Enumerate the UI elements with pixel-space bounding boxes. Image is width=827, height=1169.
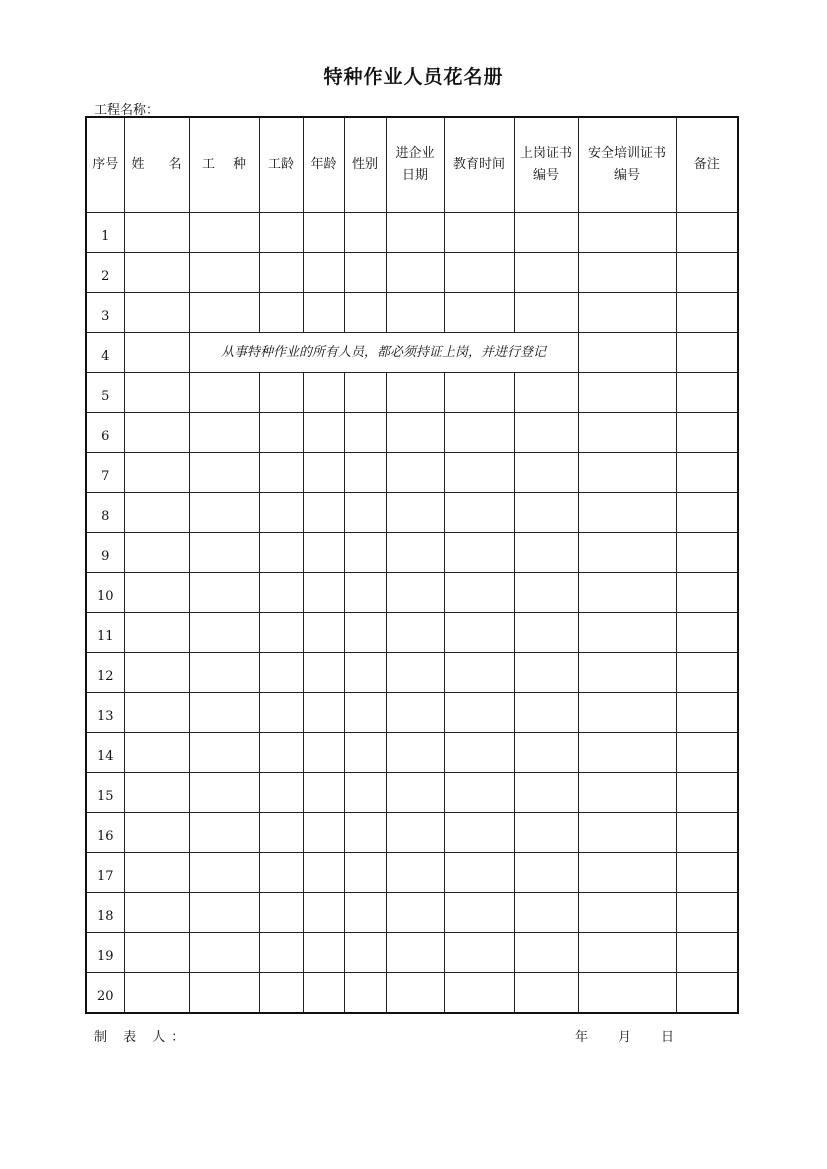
cell-remarks[interactable] (676, 333, 738, 373)
preparer-label: 制 表 人： (94, 1030, 191, 1045)
cell-entry-date[interactable] (386, 573, 444, 613)
cell-safety-cert[interactable] (578, 973, 676, 1014)
table-row (86, 573, 738, 613)
header-row (86, 117, 738, 213)
cell-name[interactable] (124, 813, 189, 853)
cell-remarks[interactable] (676, 653, 738, 693)
cell-post-cert[interactable] (514, 813, 578, 853)
header-remarks: 备注 (676, 117, 738, 213)
cell-trade[interactable] (189, 773, 259, 813)
cell-seniority[interactable] (259, 853, 303, 893)
cell-seniority[interactable] (259, 253, 303, 293)
header-age: 年龄 (303, 117, 344, 213)
registration-note: 从事特种作业的所有人员，都必须持证上岗，并进行登记 (189, 333, 578, 373)
cell-remarks[interactable] (676, 933, 738, 973)
cell-safety-cert[interactable] (578, 413, 676, 453)
cell-remarks[interactable] (676, 413, 738, 453)
cell-safety-cert[interactable] (578, 813, 676, 853)
row-number: 19 (86, 933, 124, 973)
roster-table (85, 116, 739, 1014)
cell-remarks[interactable] (676, 613, 738, 653)
table-row (86, 213, 738, 253)
date-line (575, 1026, 674, 1045)
cell-education-time[interactable] (444, 493, 514, 533)
cell-seniority[interactable] (259, 933, 303, 973)
cell-trade[interactable] (189, 613, 259, 653)
cell-gender[interactable] (344, 533, 386, 573)
cell-seniority[interactable] (259, 733, 303, 773)
cell-post-cert[interactable] (514, 573, 578, 613)
cell-gender[interactable] (344, 893, 386, 933)
header-entry-date (386, 117, 444, 213)
header-name-char-2: 名 (168, 157, 182, 172)
cell-trade[interactable] (189, 493, 259, 533)
row-number: 11 (86, 613, 124, 653)
cell-safety-cert[interactable] (578, 733, 676, 773)
cell-age[interactable] (303, 733, 344, 773)
row-number: 9 (86, 533, 124, 573)
cell-post-cert[interactable] (514, 853, 578, 893)
cell-remarks[interactable] (676, 893, 738, 933)
cell-remarks[interactable] (676, 573, 738, 613)
cell-age[interactable] (303, 373, 344, 413)
cell-name[interactable] (124, 733, 189, 773)
cell-age[interactable] (303, 213, 344, 253)
cell-entry-date[interactable] (386, 293, 444, 333)
project-name-label: 工程名称： (94, 103, 160, 118)
cell-education-time[interactable] (444, 693, 514, 733)
cell-trade[interactable] (189, 813, 259, 853)
table-row (86, 373, 738, 413)
cell-entry-date[interactable] (386, 933, 444, 973)
date-month: 月 (618, 1030, 632, 1045)
cell-entry-date[interactable] (386, 613, 444, 653)
cell-age[interactable] (303, 933, 344, 973)
cell-seniority[interactable] (259, 413, 303, 453)
cell-safety-cert[interactable] (578, 853, 676, 893)
cell-entry-date[interactable] (386, 973, 444, 1014)
cell-remarks[interactable] (676, 733, 738, 773)
cell-gender[interactable] (344, 413, 386, 453)
cell-age[interactable] (303, 773, 344, 813)
cell-safety-cert[interactable] (578, 493, 676, 533)
cell-education-time[interactable] (444, 733, 514, 773)
cell-post-cert[interactable] (514, 653, 578, 693)
header-education-time: 教育时间 (444, 117, 514, 213)
cell-entry-date[interactable] (386, 253, 444, 293)
header-seniority: 工龄 (259, 117, 303, 213)
cell-seniority[interactable] (259, 533, 303, 573)
cell-age[interactable] (303, 813, 344, 853)
cell-education-time[interactable] (444, 853, 514, 893)
cell-entry-date[interactable] (386, 693, 444, 733)
cell-post-cert[interactable] (514, 293, 578, 333)
cell-name[interactable] (124, 693, 189, 733)
cell-entry-date[interactable] (386, 893, 444, 933)
row-number: 3 (86, 293, 124, 333)
row-number: 10 (86, 573, 124, 613)
table-row (86, 693, 738, 733)
cell-trade[interactable] (189, 933, 259, 973)
cell-education-time[interactable] (444, 413, 514, 453)
header-entry-date-line-2: 日期 (401, 168, 428, 183)
cell-remarks[interactable] (676, 213, 738, 253)
cell-education-time[interactable] (444, 253, 514, 293)
cell-seniority[interactable] (259, 373, 303, 413)
cell-seniority[interactable] (259, 653, 303, 693)
cell-safety-cert[interactable] (578, 533, 676, 573)
cell-seniority[interactable] (259, 773, 303, 813)
cell-post-cert[interactable] (514, 733, 578, 773)
table-row (86, 773, 738, 813)
cell-gender[interactable] (344, 853, 386, 893)
cell-name[interactable] (124, 773, 189, 813)
cell-seniority[interactable] (259, 973, 303, 1014)
cell-safety-cert[interactable] (578, 773, 676, 813)
cell-education-time[interactable] (444, 973, 514, 1014)
cell-age[interactable] (303, 293, 344, 333)
cell-safety-cert[interactable] (578, 453, 676, 493)
cell-name[interactable] (124, 893, 189, 933)
row-number: 13 (86, 693, 124, 733)
table-row (86, 253, 738, 293)
header-post-cert-line-1: 上岗证书 (519, 146, 572, 161)
cell-gender[interactable] (344, 813, 386, 853)
cell-remarks[interactable] (676, 533, 738, 573)
row-number: 14 (86, 733, 124, 773)
cell-safety-cert[interactable] (578, 693, 676, 733)
cell-entry-date[interactable] (386, 453, 444, 493)
table-row (86, 973, 738, 1014)
cell-age[interactable] (303, 893, 344, 933)
cell-age[interactable] (303, 853, 344, 893)
cell-gender[interactable] (344, 573, 386, 613)
header-gender: 性别 (344, 117, 386, 213)
cell-remarks[interactable] (676, 293, 738, 333)
cell-gender[interactable] (344, 933, 386, 973)
cell-entry-date[interactable] (386, 213, 444, 253)
cell-safety-cert[interactable] (578, 893, 676, 933)
table-row (86, 853, 738, 893)
page-title: 特种作业人员花名册 (323, 66, 504, 88)
cell-name[interactable] (124, 373, 189, 413)
cell-trade[interactable] (189, 293, 259, 333)
row-number: 20 (86, 973, 124, 1014)
cell-safety-cert[interactable] (578, 333, 676, 373)
header-entry-date-line-1: 进企业 (395, 146, 435, 161)
cell-entry-date[interactable] (386, 853, 444, 893)
cell-post-cert[interactable] (514, 973, 578, 1014)
date-day: 日 (661, 1030, 675, 1045)
cell-name[interactable] (124, 933, 189, 973)
row-number: 1 (86, 213, 124, 253)
cell-age[interactable] (303, 693, 344, 733)
cell-education-time[interactable] (444, 213, 514, 253)
cell-seniority[interactable] (259, 893, 303, 933)
cell-gender[interactable] (344, 693, 386, 733)
cell-safety-cert[interactable] (578, 613, 676, 653)
cell-post-cert[interactable] (514, 373, 578, 413)
header-name (124, 117, 189, 213)
cell-trade[interactable] (189, 533, 259, 573)
cell-entry-date[interactable] (386, 773, 444, 813)
cell-name[interactable] (124, 613, 189, 653)
table-row (86, 613, 738, 653)
cell-remarks[interactable] (676, 453, 738, 493)
cell-safety-cert[interactable] (578, 573, 676, 613)
header-post-cert (514, 117, 578, 213)
cell-name[interactable] (124, 573, 189, 613)
cell-remarks[interactable] (676, 813, 738, 853)
table-row (86, 653, 738, 693)
cell-age[interactable] (303, 453, 344, 493)
cell-seniority[interactable] (259, 493, 303, 533)
cell-gender[interactable] (344, 653, 386, 693)
cell-trade[interactable] (189, 413, 259, 453)
cell-safety-cert[interactable] (578, 933, 676, 973)
cell-age[interactable] (303, 413, 344, 453)
cell-gender[interactable] (344, 453, 386, 493)
cell-name[interactable] (124, 253, 189, 293)
header-safety-cert (578, 117, 676, 213)
cell-gender[interactable] (344, 733, 386, 773)
cell-age[interactable] (303, 533, 344, 573)
header-safety-cert-line-2: 编号 (613, 168, 640, 183)
cell-gender[interactable] (344, 493, 386, 533)
row-number: 5 (86, 373, 124, 413)
row-number: 2 (86, 253, 124, 293)
cell-age[interactable] (303, 573, 344, 613)
cell-education-time[interactable] (444, 613, 514, 653)
cell-age[interactable] (303, 653, 344, 693)
header-post-cert-line-2: 编号 (532, 168, 559, 183)
cell-trade[interactable] (189, 853, 259, 893)
cell-post-cert[interactable] (514, 253, 578, 293)
cell-education-time[interactable] (444, 293, 514, 333)
cell-education-time[interactable] (444, 533, 514, 573)
cell-education-time[interactable] (444, 893, 514, 933)
table-row (86, 813, 738, 853)
cell-trade[interactable] (189, 453, 259, 493)
cell-trade[interactable] (189, 573, 259, 613)
roster-body (86, 213, 738, 1014)
table-row (86, 533, 738, 573)
cell-trade[interactable] (189, 733, 259, 773)
row-number: 8 (86, 493, 124, 533)
cell-post-cert[interactable] (514, 213, 578, 253)
cell-remarks[interactable] (676, 853, 738, 893)
cell-seniority[interactable] (259, 573, 303, 613)
cell-name[interactable] (124, 213, 189, 253)
cell-entry-date[interactable] (386, 493, 444, 533)
header-safety-cert-line-1: 安全培训证书 (587, 146, 666, 161)
cell-entry-date[interactable] (386, 653, 444, 693)
cell-education-time[interactable] (444, 373, 514, 413)
cell-entry-date[interactable] (386, 413, 444, 453)
cell-safety-cert[interactable] (578, 253, 676, 293)
header-trade-char-2: 种 (233, 157, 247, 172)
cell-name[interactable] (124, 493, 189, 533)
cell-post-cert[interactable] (514, 493, 578, 533)
header-trade (189, 117, 259, 213)
cell-post-cert[interactable] (514, 453, 578, 493)
cell-gender[interactable] (344, 293, 386, 333)
cell-name[interactable] (124, 853, 189, 893)
table-row (86, 493, 738, 533)
header-trade-char-1: 工 (201, 157, 215, 172)
table-row (86, 333, 738, 373)
row-number: 7 (86, 453, 124, 493)
cell-name[interactable] (124, 293, 189, 333)
row-number: 16 (86, 813, 124, 853)
cell-post-cert[interactable] (514, 413, 578, 453)
table-row (86, 733, 738, 773)
cell-post-cert[interactable] (514, 893, 578, 933)
cell-remarks[interactable] (676, 253, 738, 293)
cell-education-time[interactable] (444, 773, 514, 813)
cell-gender[interactable] (344, 253, 386, 293)
cell-seniority[interactable] (259, 613, 303, 653)
cell-name[interactable] (124, 413, 189, 453)
cell-name[interactable] (124, 453, 189, 493)
cell-name[interactable] (124, 653, 189, 693)
table-row (86, 453, 738, 493)
cell-trade[interactable] (189, 693, 259, 733)
table-row (86, 413, 738, 453)
cell-remarks[interactable] (676, 973, 738, 1014)
cell-safety-cert[interactable] (578, 373, 676, 413)
cell-age[interactable] (303, 973, 344, 1014)
cell-seniority[interactable] (259, 693, 303, 733)
cell-remarks[interactable] (676, 493, 738, 533)
cell-age[interactable] (303, 613, 344, 653)
cell-age[interactable] (303, 253, 344, 293)
cell-education-time[interactable] (444, 933, 514, 973)
cell-entry-date[interactable] (386, 373, 444, 413)
cell-entry-date[interactable] (386, 533, 444, 573)
header-name-char-1: 姓 (131, 157, 145, 172)
cell-safety-cert[interactable] (578, 213, 676, 253)
cell-safety-cert[interactable] (578, 653, 676, 693)
cell-age[interactable] (303, 493, 344, 533)
cell-post-cert[interactable] (514, 933, 578, 973)
table-row (86, 293, 738, 333)
cell-gender[interactable] (344, 613, 386, 653)
cell-trade[interactable] (189, 253, 259, 293)
cell-post-cert[interactable] (514, 533, 578, 573)
cell-gender[interactable] (344, 973, 386, 1014)
cell-name[interactable] (124, 533, 189, 573)
header-seq: 序号 (86, 117, 124, 213)
cell-trade[interactable] (189, 893, 259, 933)
cell-trade[interactable] (189, 373, 259, 413)
cell-seniority[interactable] (259, 293, 303, 333)
cell-gender[interactable] (344, 213, 386, 253)
table-row (86, 933, 738, 973)
row-number: 15 (86, 773, 124, 813)
cell-education-time[interactable] (444, 573, 514, 613)
cell-gender[interactable] (344, 373, 386, 413)
cell-trade[interactable] (189, 973, 259, 1014)
cell-gender[interactable] (344, 773, 386, 813)
row-number: 18 (86, 893, 124, 933)
cell-seniority[interactable] (259, 453, 303, 493)
cell-trade[interactable] (189, 213, 259, 253)
row-number: 4 (86, 333, 124, 373)
cell-remarks[interactable] (676, 373, 738, 413)
cell-post-cert[interactable] (514, 613, 578, 653)
cell-seniority[interactable] (259, 213, 303, 253)
cell-seniority[interactable] (259, 813, 303, 853)
cell-post-cert[interactable] (514, 773, 578, 813)
cell-post-cert[interactable] (514, 693, 578, 733)
cell-remarks[interactable] (676, 693, 738, 733)
cell-trade[interactable] (189, 653, 259, 693)
row-number: 12 (86, 653, 124, 693)
cell-remarks[interactable] (676, 773, 738, 813)
row-number: 6 (86, 413, 124, 453)
date-year: 年 (575, 1030, 589, 1045)
row-number: 17 (86, 853, 124, 893)
cell-safety-cert[interactable] (578, 293, 676, 333)
cell-entry-date[interactable] (386, 733, 444, 773)
cell-education-time[interactable] (444, 453, 514, 493)
table-row (86, 893, 738, 933)
cell-name[interactable] (124, 333, 189, 373)
cell-education-time[interactable] (444, 813, 514, 853)
cell-entry-date[interactable] (386, 813, 444, 853)
cell-name[interactable] (124, 973, 189, 1014)
cell-education-time[interactable] (444, 653, 514, 693)
